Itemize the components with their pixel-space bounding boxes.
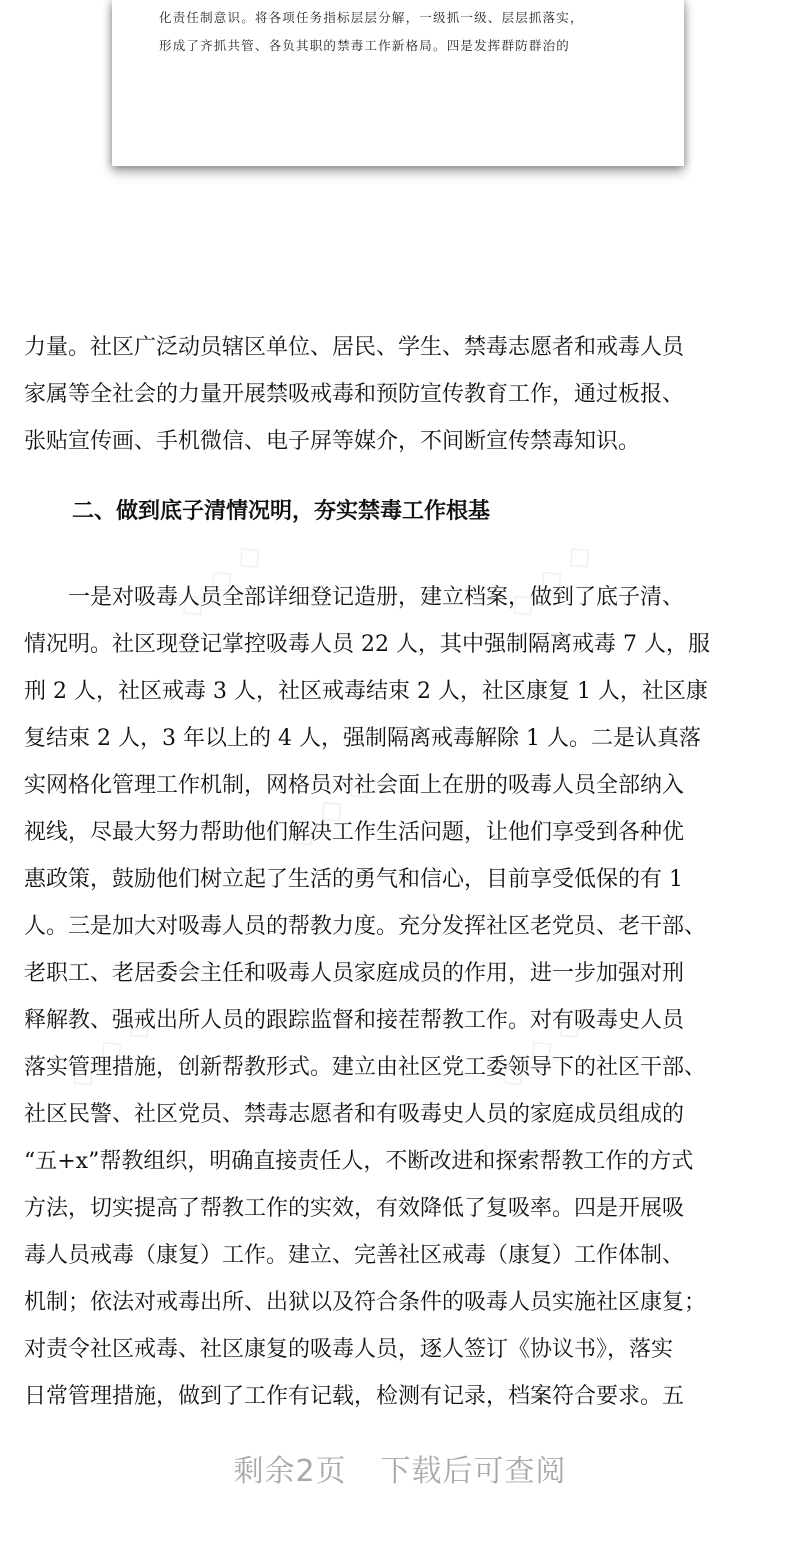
watermark: ◇ ◇ ◇ [498,532,602,628]
body-text-line: 社区民警、社区党员、禁毒志愿者和有吸毒史人员的家庭成员组成的 [24,1102,685,1127]
body-text-line: 人。三是加大对吸毒人员的帮教力度。充分发挥社区老党员、老干部、 [24,914,707,939]
body-text-line: 老职工、老居委会主任和吸毒人员家庭成员的作用，进一步加强对刑 [24,961,685,986]
remaining-pages-label: 剩余2页 [233,1454,347,1489]
body-text-line: 机制；依法对戒毒出所、出狱以及符合条件的吸毒人员实施社区康复； [24,1290,707,1315]
body-text-line: 惠政策，鼓励他们树立起了生活的勇气和信心，目前享受低保的有 1 [24,867,683,892]
body-text-line: 日常管理措施，做到了工作有记载，检测有记录，档案符合要求。五 [24,1384,685,1409]
body-text-line: 刑 2 人，社区戒毒 3 人，社区戒毒结束 2 人，社区康复 1 人，社区康 [24,679,708,704]
watermark: ◇ ◇ ◇ [58,1002,162,1098]
body-text-line: 实网格化管理工作机制，网格员对社会面上在册的吸毒人员全部纳入 [24,773,685,798]
body-text-line: 力量。社区广泛动员辖区单位、居民、学生、禁毒志愿者和戒毒人员 [24,335,685,360]
download-hint-label: 下载后可查阅 [380,1454,567,1489]
page-preview-card [112,0,684,166]
body-text-line: “五+x”帮教组织，明确直接责任人，不断改进和探索帮教工作的方式 [24,1149,694,1174]
watermark: ◇ ◇ ◇ [168,532,272,628]
body-text-line: 一是对吸毒人员全部详细登记造册，建立档案，做到了底子清、 [24,585,685,610]
body-text-line: 毒人员戒毒（康复）工作。建立、完善社区戒毒（康复）工作体制、 [24,1243,685,1268]
section-heading: 二、做到底子清情况明，夯实禁毒工作根基 [72,499,491,524]
remaining-pages-notice[interactable] [0,1446,800,1490]
body-text-line: 家属等全社会的力量开展禁吸戒毒和预防宣传教育工作，通过板报、 [24,382,685,407]
preview-text-line: 化责任制意识。将各项任务指标层层分解，一级抓一级、层层抓落实， [159,10,584,25]
watermark: ◇ ◇ ◇ [488,1002,592,1098]
body-text-line: 方法，切实提高了帮教工作的实效，有效降低了复吸率。四是开展吸 [24,1196,685,1221]
body-text-line: 落实管理措施，创新帮教形式。建立由社区党工委领导下的社区干部、 [24,1055,707,1080]
watermark: ◇ ◇ ◇ [278,762,382,858]
body-text-line: 视线，尽最大努力帮助他们解决工作生活问题，让他们享受到各种优 [24,820,685,845]
body-text-line: 复结束 2 人，3 年以上的 4 人，强制隔离戒毒解除 1 人。二是认真落 [24,726,701,751]
preview-text-line: 形成了齐抓共管、各负其职的禁毒工作新格局。四是发挥群防群治的 [159,38,571,53]
body-text-line: 对责令社区戒毒、社区康复的吸毒人员，逐人签订《协议书》，落实 [24,1337,674,1362]
body-text-line: 张贴宣传画、手机微信、电子屏等媒介，不间断宣传禁毒知识。 [24,429,641,454]
body-text-line: 释解教、强戒出所人员的跟踪监督和接茬帮教工作。对有吸毒史人员 [24,1008,685,1033]
body-text-line: 情况明。社区现登记掌控吸毒人员 22 人，其中强制隔离戒毒 7 人，服 [24,632,710,657]
